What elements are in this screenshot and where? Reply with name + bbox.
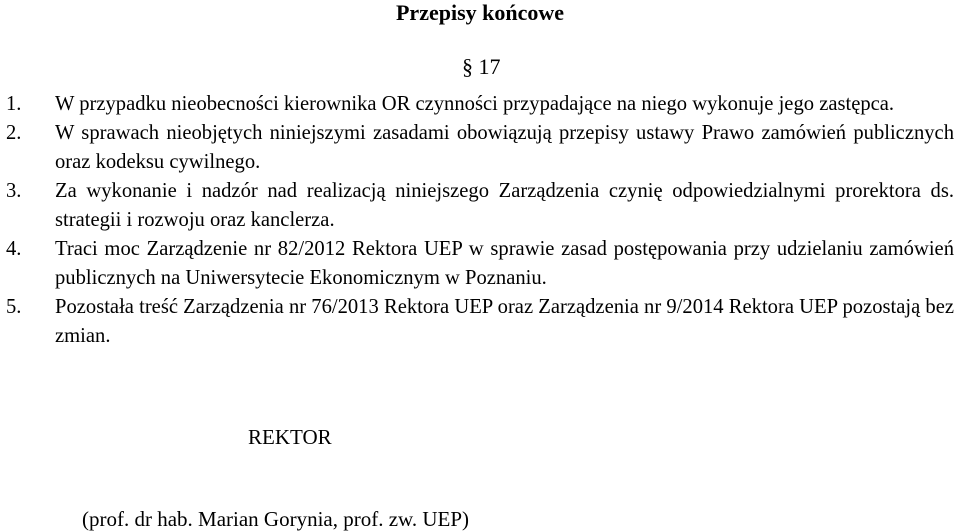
item-number: 4. (6, 238, 22, 260)
item-text: Za wykonanie i nadzór nad realizacją niniejszego Zarządzenia czynię odpowiedzialnymi prorektora ds. strategii i rozwoju oraz kanclerza. (55, 180, 954, 231)
item-text: Traci moc Zarządzenie nr 82/2012 Rektora UEP w sprawie zasad postępowania przy udzielaniu zamówień publicznych na Uniwersytecie Ekonomicznym w Poznaniu. (55, 238, 954, 289)
list-item (6, 177, 954, 235)
list-item (6, 293, 954, 351)
section-number: § 17 (462, 54, 501, 79)
list-item (6, 119, 954, 177)
item-number: 1. (6, 93, 22, 115)
item-number: 2. (6, 122, 22, 144)
item-number: 5. (6, 296, 22, 318)
page-title: Przepisy końcowe (395, 0, 565, 25)
list-item (6, 235, 954, 293)
list-item (6, 90, 954, 119)
signature-title: REKTOR (248, 425, 332, 449)
provisions-list (6, 90, 954, 351)
item-text: Pozostała treść Zarządzenia nr 76/2013 Rektora UEP oraz Zarządzenia nr 9/2014 Rektora UEP pozostają bez zmian. (55, 296, 954, 347)
item-number: 3. (6, 180, 22, 202)
item-text: W przypadku nieobecności kierownika OR czynności przypadające na niego wykonuje jego zastępca. (55, 93, 895, 115)
signature-name: (prof. dr hab. Marian Gorynia, prof. zw. UEP) (82, 507, 470, 531)
item-text: W sprawach nieobjętych niniejszymi zasadami obowiązują przepisy ustawy Prawo zamówień publicznych oraz kodeksu cywilnego. (55, 122, 954, 173)
